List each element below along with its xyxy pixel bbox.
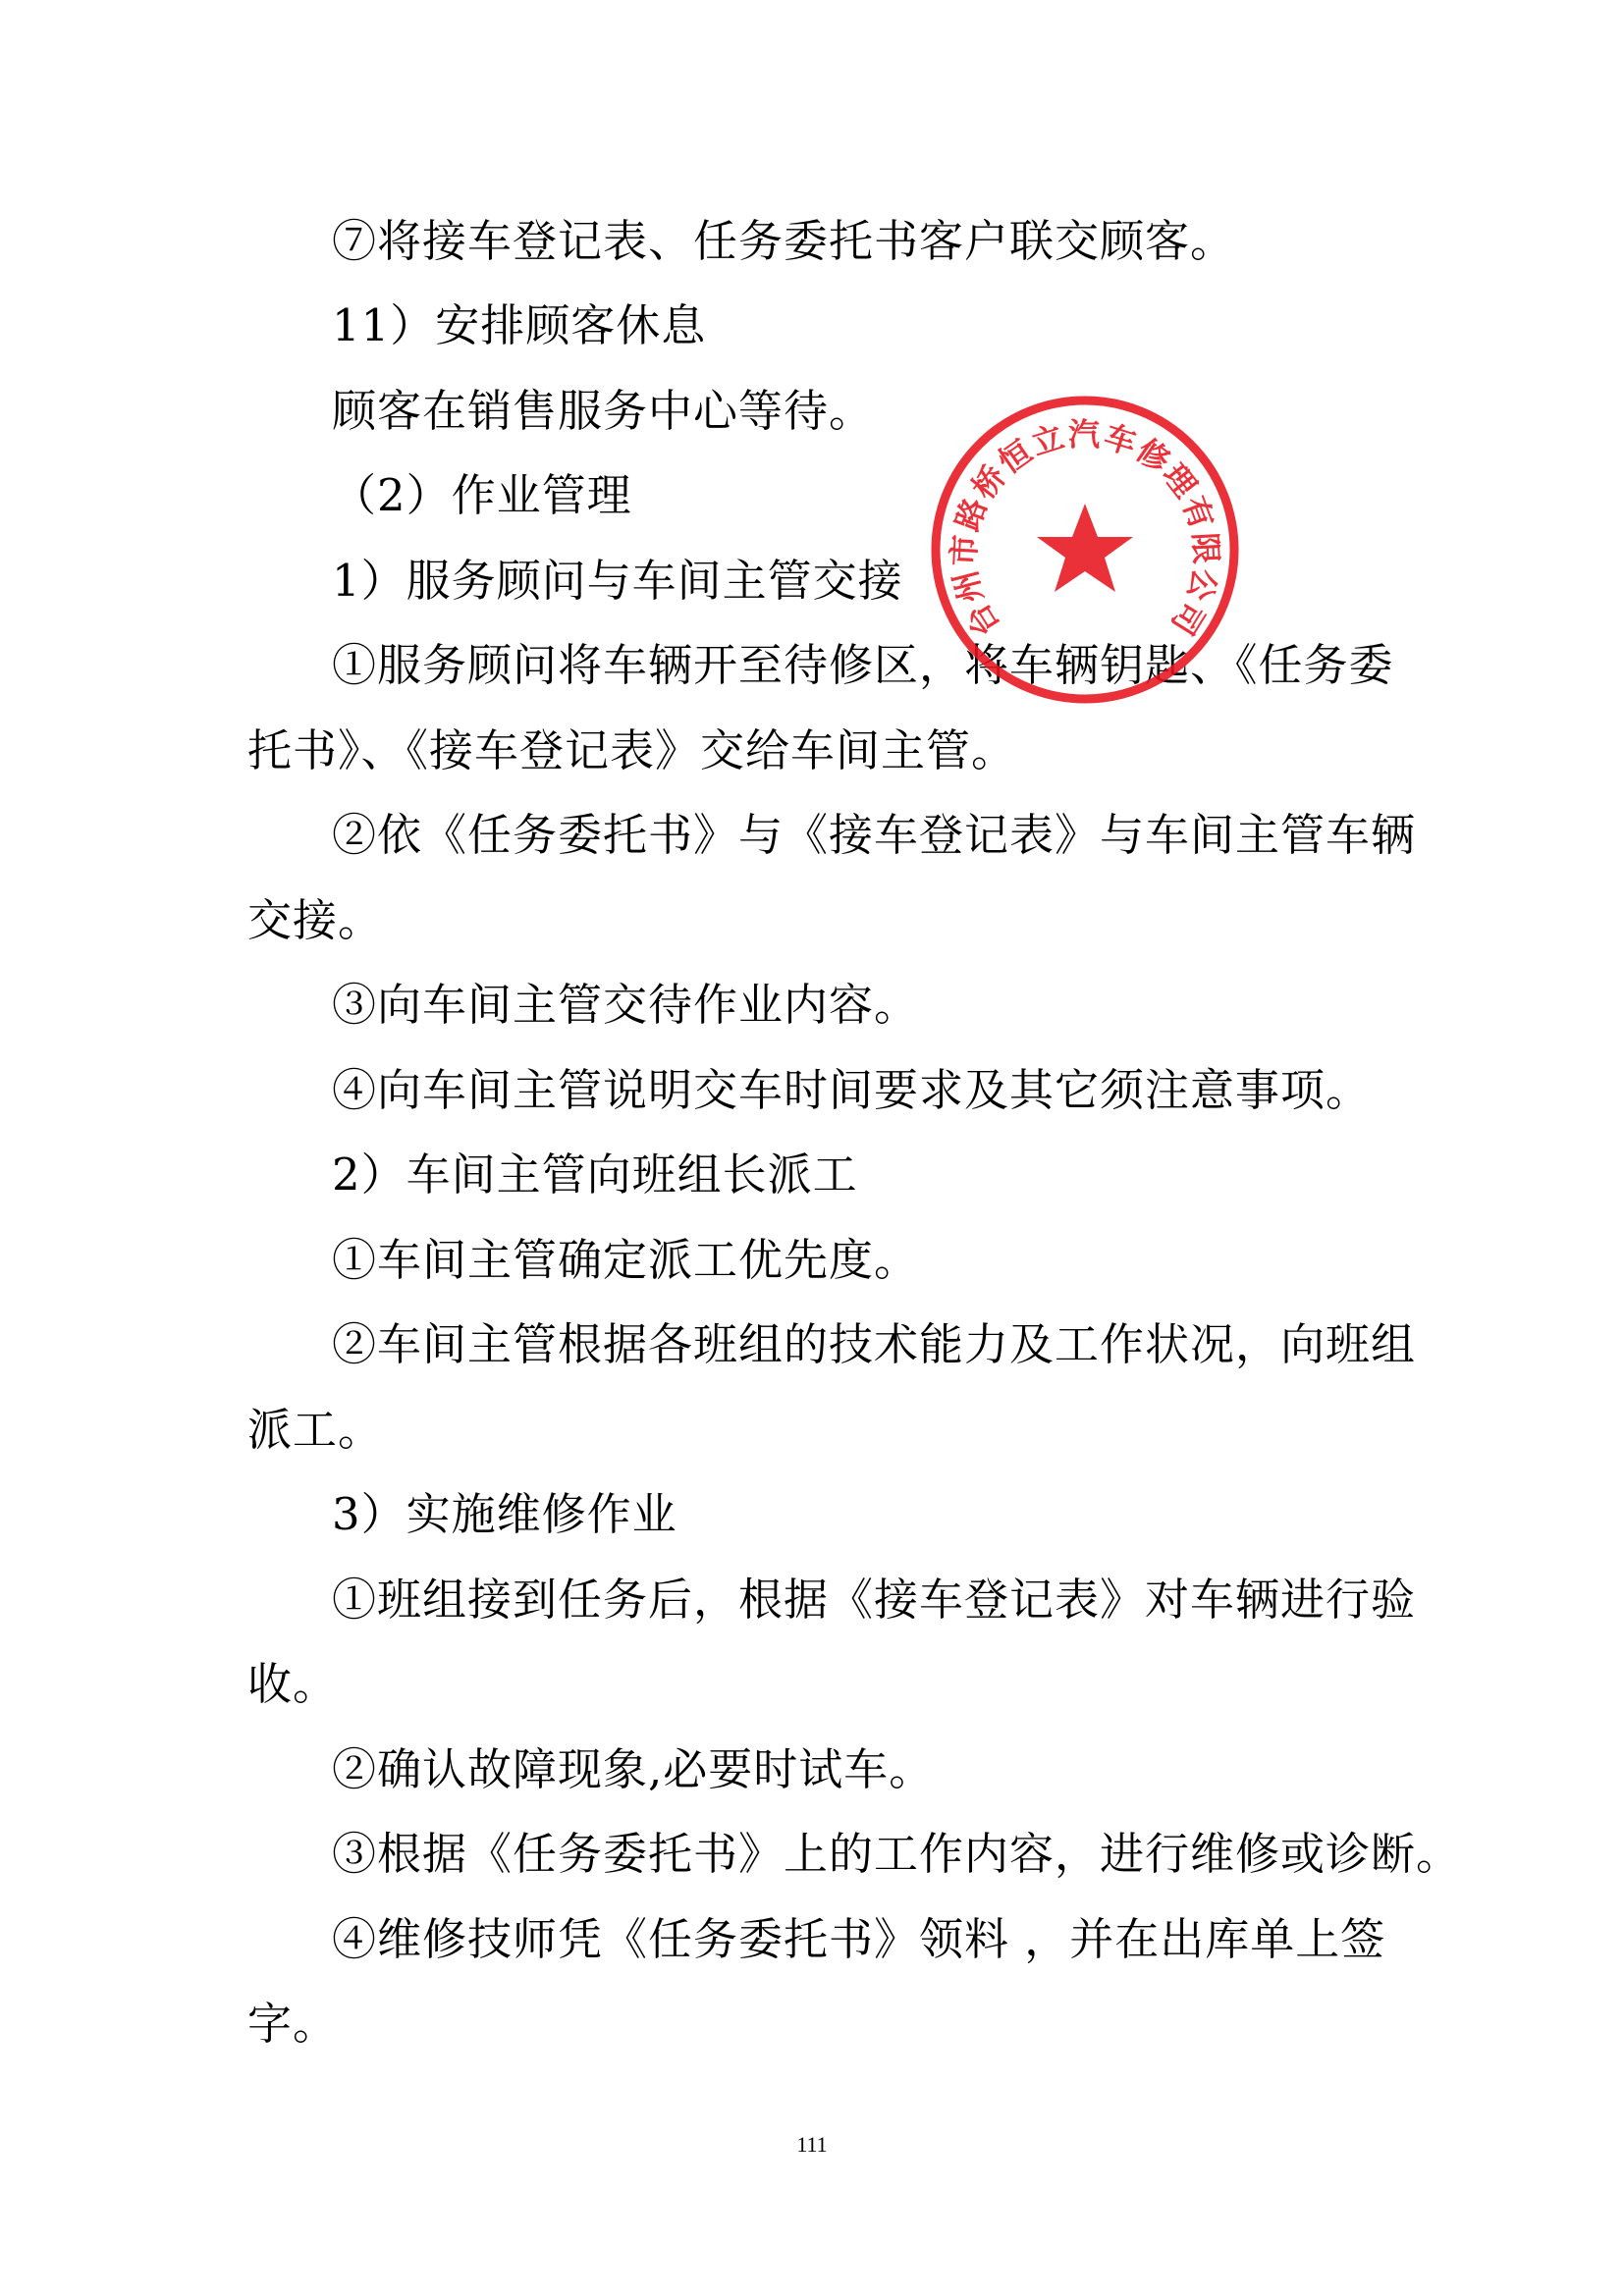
section-heading: 11）安排顾客休息 [332, 299, 707, 351]
paragraph-line: 顾客在销售服务中心等待。 [332, 385, 875, 437]
paragraph-line: ⑦将接车登记表、任务委托书客户联交顾客。 [332, 215, 1236, 267]
paragraph-line: ①服务顾问将车辆开至待修区，将车辆钥匙、《任务委 [332, 639, 1394, 691]
paragraph-line: 托书》、《接车登记表》交给车间主管。 [247, 724, 1017, 776]
paragraph-line: 收。 [247, 1658, 339, 1710]
paragraph-line: 字。 [247, 1998, 339, 2050]
section-heading: 2）车间主管向班组长派工 [332, 1148, 858, 1201]
paragraph-line: ③向车间主管交待作业内容。 [332, 979, 920, 1031]
paragraph-line: ④向车间主管说明交车时间要求及其它须注意事项。 [332, 1064, 1372, 1116]
paragraph-line: ④维修技师凭《任务委托书》领料 ，并在出库单上签 [332, 1913, 1386, 1965]
page-number: 111 [796, 2132, 828, 2157]
paragraph-line: ①车间主管确定派工优先度。 [332, 1234, 920, 1286]
star-icon [1037, 504, 1133, 592]
paragraph-line: 派工。 [247, 1404, 384, 1456]
company-seal [923, 388, 1247, 712]
paragraph-line: ②确认故障现象,必要时试车。 [332, 1743, 935, 1795]
paragraph-line: ③根据《任务委托书》上的工作内容，进行维修或诊断。 [332, 1828, 1462, 1880]
section-heading: 1）服务顾问与车间主管交接 [332, 555, 903, 607]
seal-text: 台州市路桥恒立汽车修理有限公司 [945, 415, 1225, 644]
paragraph-line: ①班组接到任务后，根据《接车登记表》对车辆进行验 [332, 1574, 1417, 1626]
section-heading: （2）作业管理 [332, 469, 632, 521]
paragraph-line: ②依《任务委托书》与《接车登记表》与车间主管车辆 [332, 809, 1417, 861]
paragraph-line: ②车间主管根据各班组的技术能力及工作状况，向班组 [332, 1318, 1417, 1370]
section-heading: 3）实施维修作业 [332, 1488, 677, 1540]
paragraph-line: 交接。 [247, 894, 384, 946]
